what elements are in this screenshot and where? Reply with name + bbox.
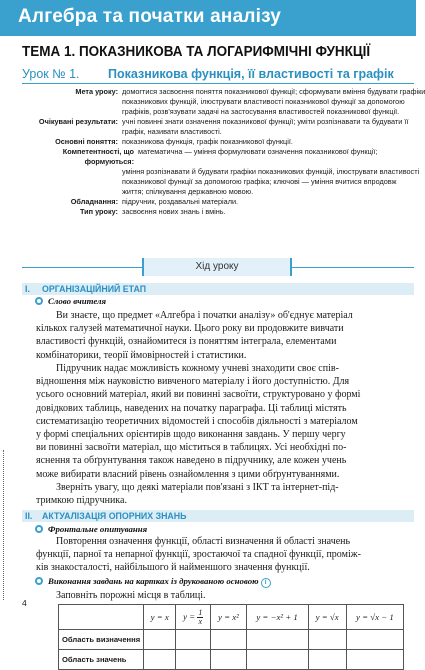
meta-value: [122, 207, 414, 217]
paragraph-intro: [36, 309, 404, 362]
text-line: у формі спеціальних орієнтирів щодо виконання завдань. У першу чергу: [36, 429, 346, 441]
meta-goal: [22, 87, 425, 117]
table-header-row: [59, 605, 404, 630]
meta-label-spacer: [22, 167, 122, 197]
table-cell-empty[interactable]: [246, 650, 308, 670]
text-line: Заповніть порожні місця в таблиці.: [56, 590, 206, 601]
section-number: I.: [25, 284, 30, 294]
table-cell-empty[interactable]: [144, 650, 176, 670]
subheading-text: Виконання завдань на картках із друкованою основою: [48, 576, 259, 586]
meta-label: Основні поняття:: [55, 137, 118, 146]
fraction-numerator: 1: [198, 607, 203, 617]
subject-title: Алгебра та початки аналізу: [18, 6, 282, 27]
info-icon: i: [261, 578, 271, 588]
paragraph-review: [36, 535, 404, 575]
margin-dots: [3, 450, 5, 600]
section-header-2: [22, 510, 414, 522]
table-row: [59, 650, 404, 670]
bullet-icon: [35, 525, 43, 533]
meta-competencies-cont: [22, 167, 420, 197]
meta-equipment: [22, 197, 414, 207]
paragraph-ict: [36, 481, 404, 507]
subheading-teacher-word: [35, 296, 106, 306]
fraction: [197, 609, 203, 626]
section-number: II.: [25, 511, 33, 521]
meta-competencies: [22, 147, 414, 167]
meta-line: графіків, розв'язувати задачі на застосування властивостей показникової функції.: [122, 107, 400, 116]
section-header-1: [22, 283, 414, 295]
table-header-cell: y = √x − 1: [346, 605, 403, 630]
meta-value: [122, 137, 414, 147]
text-line: комбінаторики, теорії ймовірностей і статистики.: [36, 349, 247, 361]
table-header-cell: y = x: [144, 605, 176, 630]
text-line: довідкових таблиць, наведених на початку параграфа. Ці таблиці містять: [36, 402, 347, 414]
meta-line: підручник, роздавальні матеріали.: [122, 197, 239, 206]
bullet-icon: [35, 577, 43, 585]
table-cell-empty[interactable]: [176, 650, 211, 670]
meta-line: засвоєння нових знань і вмінь.: [122, 207, 226, 216]
meta-results: [22, 117, 414, 137]
table-row-label: Область значень: [59, 650, 144, 670]
table-cell-empty[interactable]: [176, 630, 211, 650]
text-line: відношення між науковістю вивченого матеріалу і його доступністю. Для: [36, 376, 350, 388]
text-line: тримкою підручника.: [36, 495, 127, 507]
meta-value: [122, 87, 425, 117]
functions-table: [58, 604, 404, 670]
meta-line: життя; спілкування державною мовою.: [122, 187, 254, 196]
lesson-meta: [22, 87, 425, 217]
subheading-frontal-survey: [35, 524, 147, 534]
lesson-heading: [22, 67, 412, 81]
meta-line: математична — уміння формулювати означення показникової функції;: [138, 147, 378, 156]
table-cell-empty[interactable]: [308, 650, 346, 670]
meta-label: Тип уроку:: [79, 207, 118, 216]
meta-value: [138, 147, 414, 167]
meta-line: уміння розпізнавати й будувати графіки показникових функцій, ілюструвати властивості: [122, 167, 420, 176]
fraction-prefix: y =: [183, 611, 196, 622]
table-header-cell: y = x²: [211, 605, 247, 630]
table-cell-empty[interactable]: [144, 630, 176, 650]
text-line: усього основний матеріал, який ви повинні засвоїти, структуровано у формі: [36, 389, 361, 401]
meta-type: [22, 207, 414, 217]
paragraph-textbook: [36, 362, 404, 481]
text-line: Зверніть увагу, що деякі матеріали пов'язані з ІКТ та інтернет-під-: [56, 482, 339, 493]
meta-line: показникової функції за допомогою графіка; ключові — уміння вчитися впродовж: [122, 177, 397, 186]
course-label: Хід уроку: [142, 258, 292, 276]
course-divider: [22, 258, 414, 276]
lesson-divider: [22, 83, 414, 84]
meta-line: учні повинні знати означення показникової функції; уміти розпізнавати та будувати її: [122, 117, 409, 126]
topic-title: ТЕМА 1. ПОКАЗНИКОВА ТА ЛОГАРИФМІЧНІ ФУНКЦІЇ: [22, 44, 371, 60]
text-line: кількох галузей математичної науки. Цього року ви продовжите вивчати: [36, 323, 344, 335]
table-cell-empty[interactable]: [211, 630, 247, 650]
meta-value: [122, 197, 414, 207]
subheading-text: Фронтальне опитування: [48, 524, 148, 534]
table-row: [59, 630, 404, 650]
meta-line: показникових функцій, ілюструвати властивості показникової функції за допомогою: [122, 97, 405, 106]
task-instruction: [56, 589, 396, 602]
text-line: Ви знаєте, що предмет «Алгебра і початки аналізу» об'єднує матеріал: [56, 310, 353, 321]
section-title: АКТУАЛІЗАЦІЯ ОПОРНИХ ЗНАНЬ: [42, 511, 187, 521]
table-row-label: Область визначення: [59, 630, 144, 650]
table-cell-empty[interactable]: [308, 630, 346, 650]
text-line: Повторення означення функції, області визначення й області значень: [56, 536, 351, 547]
text-line: може вибирати власний рівень ознайомлення з цими обґрунтуваннями.: [36, 468, 340, 480]
table-header-cell: y = −x² + 1: [246, 605, 308, 630]
lesson-number: Урок № 1.: [22, 67, 80, 81]
meta-label: Компетентності, що формуються:: [62, 147, 134, 166]
subheading-text: Слово вчителя: [48, 296, 107, 306]
table-cell-empty[interactable]: [246, 630, 308, 650]
subheading-cards-task: [35, 576, 271, 588]
meta-concepts: [22, 137, 414, 147]
page-number: 4: [22, 598, 27, 608]
table-header-cell-fraction: [176, 605, 211, 630]
fraction-denominator: x: [198, 616, 203, 626]
text-line: властивості функцій, ознайомитеся із поняттям інтеграла, елементами: [36, 336, 337, 348]
text-line: ви повинні засвоїти матеріал, що міститься в таблицях. Усі необхідні по-: [36, 442, 347, 454]
table-cell-empty[interactable]: [346, 630, 403, 650]
table-header-cell: y = √x: [308, 605, 346, 630]
meta-label: Обладнання:: [70, 197, 118, 206]
text-line: ків знакосталості, найбільшого й найменшого значення функції.: [36, 562, 310, 574]
text-line: систематизацію теоретичних відомостей і способів діяльності з матеріалом: [36, 415, 358, 427]
table-corner-cell: [59, 605, 144, 630]
lesson-title: Показникова функція, її властивості та графік: [108, 67, 394, 81]
meta-value: [122, 117, 414, 137]
meta-value: [122, 167, 419, 197]
meta-line: графік, називати властивості.: [122, 127, 222, 136]
bullet-icon: [35, 297, 43, 305]
table-cell-empty[interactable]: [346, 650, 403, 670]
meta-line: домогтися засвоєння поняття показникової функції; сформувати вміння будувати графіки: [122, 87, 425, 96]
meta-label: Мета уроку:: [75, 87, 118, 96]
subject-banner: [0, 0, 416, 36]
meta-label: Очікувані результати:: [38, 117, 118, 126]
meta-line: показникова функція, графік показникової функції.: [122, 137, 293, 146]
section-title: ОРГАНІЗАЦІЙНИЙ ЕТАП: [42, 284, 147, 294]
text-line: Підручник надає можливість кожному учневі знаходити своє спів-: [56, 363, 339, 374]
text-line: функції, парної та непарної функції, зростаючої та спадної функції, проміж-: [36, 549, 361, 561]
table-cell-empty[interactable]: [211, 650, 247, 670]
text-line: яснення та обґрунтування також наведено в підручнику, але кожен учень: [36, 455, 347, 467]
